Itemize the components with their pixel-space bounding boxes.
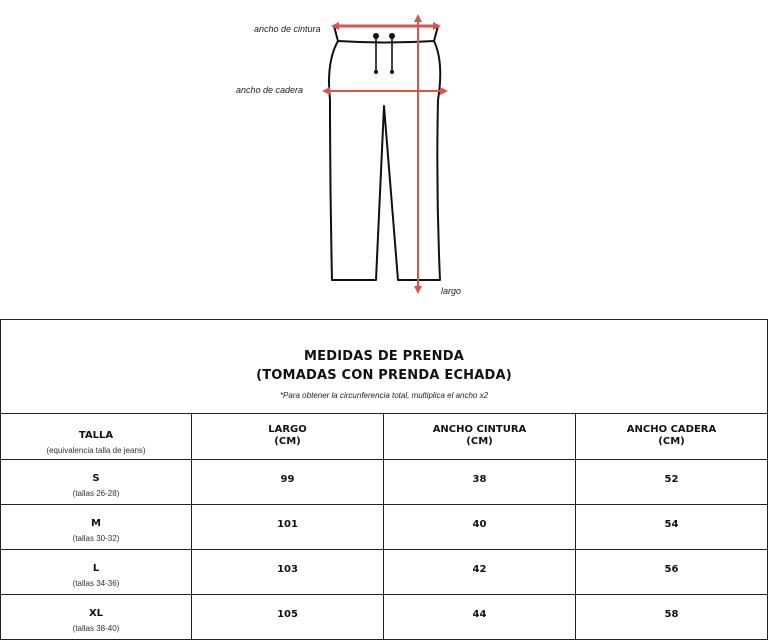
size-label: M [91, 518, 101, 529]
table-row [1, 550, 768, 595]
size-table [0, 319, 768, 640]
drawstring [373, 33, 395, 74]
hip-label: ancho de cadera [236, 85, 304, 95]
header-largo-label: LARGO [268, 424, 307, 435]
size-label: L [92, 563, 100, 574]
header-talla [1, 414, 192, 460]
largo-value: 99 [280, 474, 295, 485]
header-cintura-unit: (CM) [466, 436, 493, 447]
jeans-equivalence: (tallas 34-36) [72, 579, 120, 588]
jeans-equivalence: (tallas 38-40) [72, 624, 120, 633]
header-largo-unit: (CM) [274, 436, 301, 447]
cadera-value: 56 [664, 564, 679, 575]
header-largo [192, 414, 384, 460]
table-note: *Para obtener la circunferencia total, multiplica el ancho x2 [279, 391, 489, 400]
cintura-value: 38 [472, 474, 487, 485]
jeans-equivalence: (tallas 30-32) [72, 534, 120, 543]
header-cintura-label: ANCHO CINTURA [432, 424, 527, 435]
length-measure-arrow [414, 14, 422, 294]
largo-value: 105 [277, 609, 298, 620]
waist-measure-arrow [331, 22, 441, 30]
table-row [1, 595, 768, 640]
table-header-row [1, 414, 768, 460]
length-label: largo [441, 286, 462, 296]
header-talla-sub: (equivalencia talla de jeans) [46, 446, 146, 455]
pants-diagram [0, 0, 768, 318]
table-title-line1: MEDIDAS DE PRENDA [304, 349, 464, 364]
jeans-equivalence: (tallas 26-28) [72, 489, 120, 498]
table-title-cell [1, 320, 768, 414]
waist-label: ancho de cintura [254, 24, 321, 34]
cintura-value: 44 [472, 609, 487, 620]
pants-outline [329, 41, 440, 280]
header-talla-label: TALLA [78, 430, 114, 441]
cintura-value: 42 [472, 564, 487, 575]
largo-value: 101 [277, 519, 298, 530]
hip-measure-arrow [322, 87, 448, 95]
table-row [1, 460, 768, 505]
header-cadera-label: ANCHO CADERA [626, 424, 717, 435]
header-cadera [576, 414, 768, 460]
pants-illustration [0, 0, 768, 318]
table-row [1, 505, 768, 550]
size-label: XL [88, 608, 104, 619]
largo-value: 103 [277, 564, 298, 575]
pants-waistband [334, 26, 438, 43]
header-cadera-unit: (CM) [658, 436, 685, 447]
cadera-value: 58 [664, 609, 679, 620]
size-label: S [92, 473, 100, 484]
cintura-value: 40 [472, 519, 487, 530]
cadera-value: 54 [664, 519, 679, 530]
cadera-value: 52 [664, 474, 679, 485]
header-cintura [384, 414, 576, 460]
table-title-line2: (TOMADAS CON PRENDA ECHADA) [256, 368, 512, 383]
